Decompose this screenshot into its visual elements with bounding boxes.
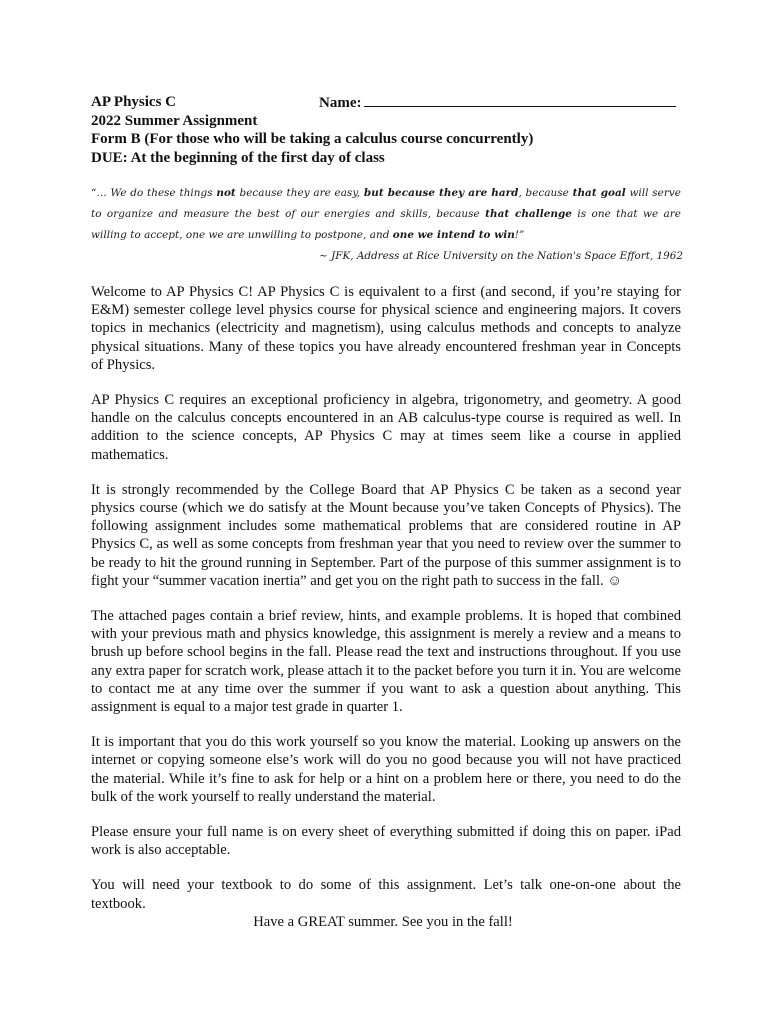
quote-emphasis: but because they are hard [363, 187, 519, 199]
quote-attribution: ~ JFK, Address at Rice University on the Nation's Space Effort, 1962 [319, 250, 683, 262]
quote-text: “… We do these things [91, 187, 217, 199]
paragraph-attached-pages: The attached pages contain a brief review, hints, and example problems. It is hoped that combined with your previous math and physics knowledge, this assignment is merely a review and a means to brush up before school begins in the fall. Please read the text and instructions throughout. If you use any extra paper for scratch work, please attach it to the packet before you turn it in. You are welcome to contact me at any time over the summer if you want to ask a question about anything. This assignment is equal to a major test grade in quarter 1. [91, 608, 682, 716]
quote-emphasis: one we intend to win [392, 229, 515, 241]
paragraph-requirements: AP Physics C requires an exceptional proficiency in algebra, trigonometry, and geometry. A good handle on the calculus concepts encountered in an AB calculus-type course is required as well. In addition to the science concepts, AP Physics C may at times seem like a course in applied mathematics. [91, 392, 681, 463]
paragraph-full-name: Please ensure your full name is on every sheet of everything submitted if doing this on paper. iPad work is also acceptable. [91, 824, 681, 859]
form-title: Form B (For those who will be taking a calculus course concurrently) [91, 131, 534, 147]
quote-text: will serve to organize and measure the best of our energies and skills, because [91, 187, 681, 220]
name-field [319, 93, 676, 113]
paragraph-textbook: You will need your textbook to do some of this assignment. Let’s talk one-on-one about the textbook. [91, 877, 681, 912]
quote-text: !” [514, 229, 525, 241]
quote-emphasis: that challenge [485, 208, 572, 220]
name-label: Name: [319, 95, 362, 111]
paragraph-welcome: Welcome to AP Physics C! AP Physics C is equivalent to a first (and second, if you’re staying for E&M) semester college level physics course for physical science and engineering majors. It covers topics in mechanics (electricity and magnetism), using calculus methods and concepts to analyze physical situations. Many of these topics you have already encountered freshman year in Concepts of Physics. [91, 284, 681, 373]
due-date: DUE: At the beginning of the first day of class [91, 149, 385, 166]
quote-text: because they are easy, [235, 187, 364, 199]
assignment-title: 2022 Summer Assignment [91, 112, 258, 129]
quote-emphasis: that goal [572, 187, 626, 199]
quote-text: , because [518, 187, 573, 199]
closing-line: Have a GREAT summer. See you in the fall! [253, 913, 513, 930]
name-blank-line [364, 93, 676, 107]
jfk-quote [91, 183, 681, 246]
quote-emphasis: not [216, 187, 236, 199]
quote-text: is one that we are willing to accept, one we are unwilling to postpone, and [91, 208, 681, 241]
course-title: AP Physics C [91, 94, 177, 110]
document-page [91, 93, 681, 931]
header-row [91, 93, 681, 112]
paragraph-recommendation: It is strongly recommended by the College Board that AP Physics C be taken as a second year physics course (which we do satisfy at the Mount because you’ve taken Concepts of Physics). The following assignment includes some mathematical problems that are considered routine in AP Physics C, as well as some concepts from freshman year that you need to review over the summer to be ready to hit the ground running in September. Part of the purpose of this summer assignment is to fight your “summer vacation inertia” and get you on the right path to success in the fall. ☺ [91, 481, 681, 589]
paragraph-academic-integrity: It is important that you do this work yourself so you know the material. Looking up answers on the internet or copying someone else’s work will do you no good because you will not have practiced the material. While it’s fine to ask for help or a hint on a problem here or there, you need to do the bulk of the work yourself to really understand the material. [91, 734, 681, 805]
